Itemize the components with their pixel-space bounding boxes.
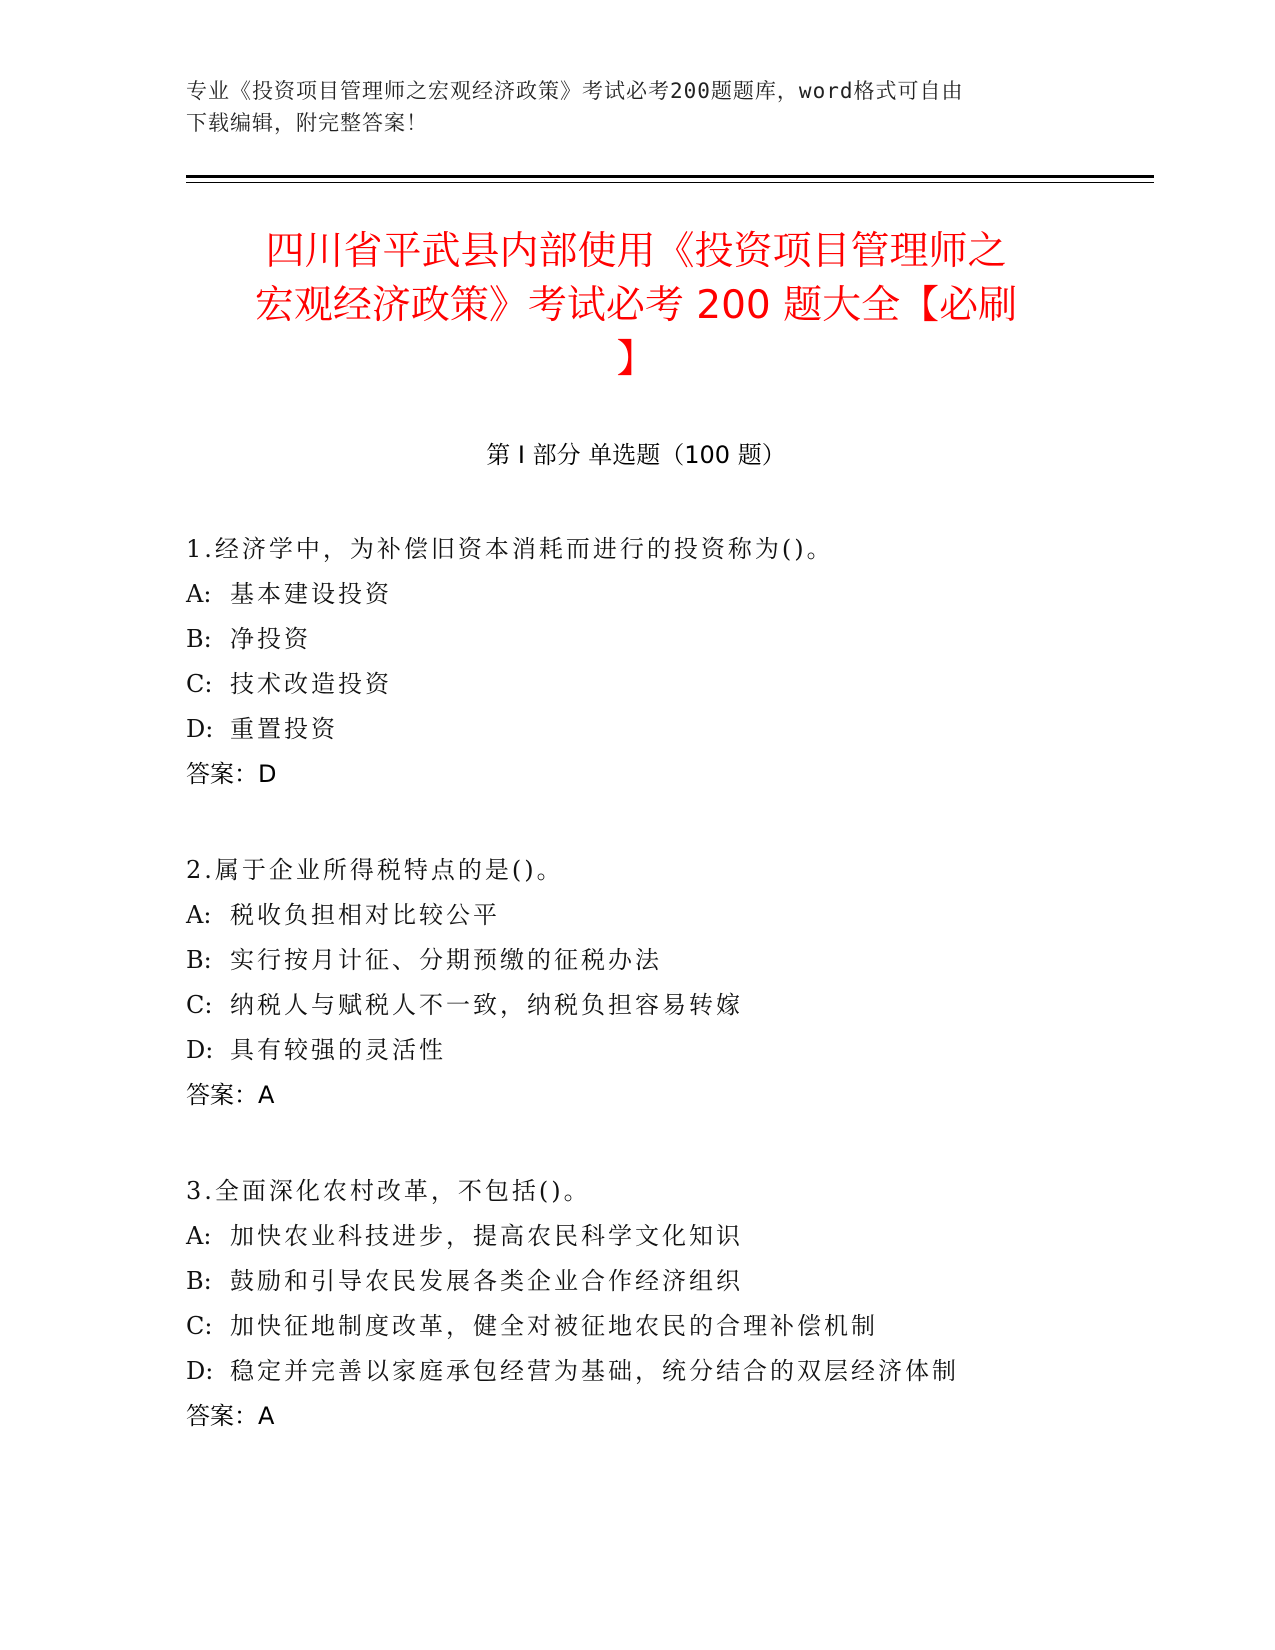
option-letter: C: <box>186 1312 213 1340</box>
header-note <box>186 75 1086 139</box>
document-title <box>186 225 1086 387</box>
answer: 答案：D <box>186 760 277 788</box>
question-stem: 3.全面深化农村改革，不包括()。 <box>186 1177 591 1205</box>
option-letter: A: <box>186 580 212 608</box>
option-letter: D: <box>186 1036 214 1064</box>
option-text: 加快农业科技进步，提高农民科学文化知识 <box>230 1222 743 1250</box>
option-d <box>186 1028 1166 1073</box>
option-text: 具有较强的灵活性 <box>230 1036 446 1064</box>
option-text: 基本建设投资 <box>230 580 392 608</box>
option-c <box>186 662 1166 707</box>
header-note-line-2: 下载编辑，附完整答案！ <box>186 111 428 135</box>
question-3 <box>186 1169 1166 1439</box>
option-letter: B: <box>186 946 212 974</box>
option-text: 纳税人与赋税人不一致，纳税负担容易转嫁 <box>230 991 743 1019</box>
header-divider-thin <box>186 182 1154 183</box>
option-letter: A: <box>186 901 212 929</box>
option-text: 技术改造投资 <box>230 670 392 698</box>
option-d <box>186 1349 1166 1394</box>
question-1 <box>186 527 1166 797</box>
option-text: 实行按月计征、分期预缴的征税办法 <box>230 946 662 974</box>
option-text: 重置投资 <box>230 715 338 743</box>
option-letter: D: <box>186 715 214 743</box>
option-letter: A: <box>186 1222 212 1250</box>
section-heading: 第 I 部分 单选题（100 题） <box>486 441 786 469</box>
option-d <box>186 707 1166 752</box>
option-a <box>186 1214 1166 1259</box>
option-letter: C: <box>186 991 213 1019</box>
question-2 <box>186 848 1166 1118</box>
header-note-line-1: 专业《投资项目管理师之宏观经济政策》考试必考200题题库，word格式可自由 <box>186 79 964 103</box>
header-divider-thick <box>186 175 1154 178</box>
answer: 答案：A <box>186 1402 275 1430</box>
option-letter: B: <box>186 625 212 653</box>
option-a <box>186 572 1166 617</box>
option-text: 鼓励和引导农民发展各类企业合作经济组织 <box>230 1267 743 1295</box>
option-b <box>186 938 1166 983</box>
answer: 答案：A <box>186 1081 275 1109</box>
document-title-line-1: 四川省平武县内部使用《投资项目管理师之 <box>265 229 1007 274</box>
option-letter: D: <box>186 1357 214 1385</box>
question-stem: 2.属于企业所得税特点的是()。 <box>186 856 564 884</box>
option-a <box>186 893 1166 938</box>
option-letter: B: <box>186 1267 212 1295</box>
question-stem: 1.经济学中，为补偿旧资本消耗而进行的投资称为()。 <box>186 535 834 563</box>
option-b <box>186 617 1166 662</box>
option-text: 加快征地制度改革，健全对被征地农民的合理补偿机制 <box>230 1312 878 1340</box>
document-title-line-2: 宏观经济政策》考试必考 200 题大全【必刷 <box>254 283 1018 328</box>
option-text: 稳定并完善以家庭承包经营为基础，统分结合的双层经济体制 <box>230 1357 959 1385</box>
option-c <box>186 983 1166 1028</box>
option-b <box>186 1259 1166 1304</box>
question-list <box>186 527 1166 1490</box>
option-c <box>186 1304 1166 1349</box>
option-letter: C: <box>186 670 213 698</box>
option-text: 净投资 <box>230 625 311 653</box>
option-text: 税收负担相对比较公平 <box>230 901 500 929</box>
document-title-line-3: 】 <box>616 337 656 382</box>
